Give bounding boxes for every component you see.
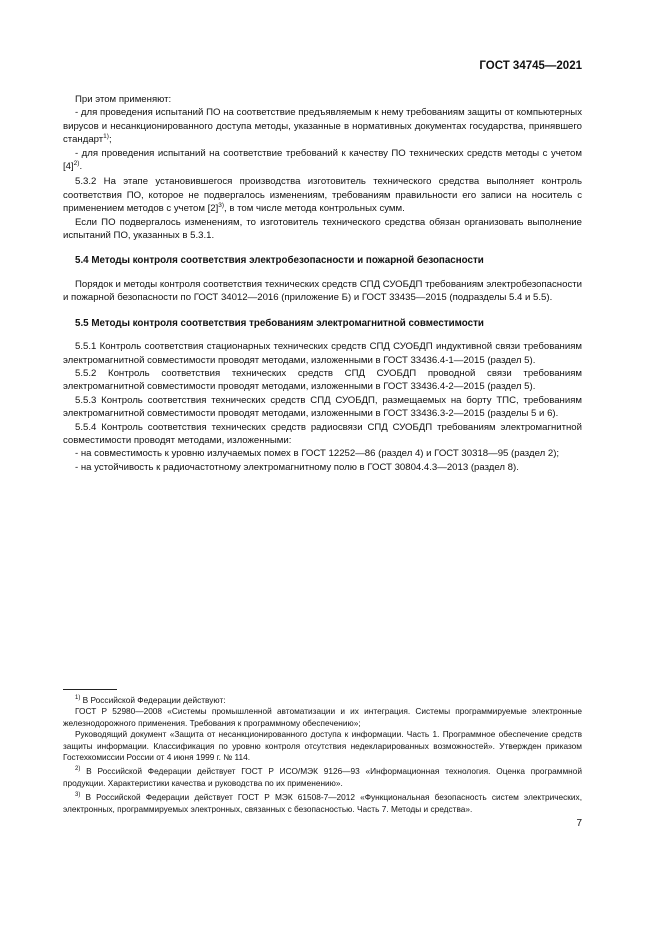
footnote-1: $^{1)}$ В Российской Федерации действуют: — [75, 695, 226, 705]
footnote-2: $^{2)}$ В Российской Федерации действует ГОСТ Р ИСО/МЭК 9126—93 «Информационная технология. Оценка программной продукции. Характеристики качества и руководства по их применению». — [63, 766, 582, 788]
footnote-mark: 3) — [75, 792, 81, 799]
paragraph: 5.3.2 На этапе установившегося производства изготовитель технического средства выполняет контроль соответствия ПО, которое не подвергалось изменениям, требованиям правильности его записи на носитель с применением методов с учетом $[2]^{3)}$, в том числе метода контрольных сумм. — [63, 176, 582, 215]
paragraph: 5.5.3 Контроль соответствия технических средств СПД СУОБДП, размещаемых на борту ТПС, требованиям электромагнитной совместимости проводят методами, изложенными в ГОСТ 33436.3-2—2015 (разделы 5 и 6). — [63, 394, 582, 420]
footnote-mark: 2) — [75, 766, 81, 773]
footnote-ref[interactable]: 1) — [103, 133, 109, 141]
main-text — [63, 93, 582, 474]
section-heading-5-5: 5.5 Методы контроля соответствия требованиям электромагнитной совместимости — [75, 317, 484, 329]
paragraph: - для проведения испытаний на соответствие требований к качеству ПО технических средств методы с учетом $[4]^{2)}$. — [63, 147, 582, 173]
footnote-1-item: Руководящий документ «Защита от несанкционированного доступа к информации. Часть 1. Программное обеспечение средств защиты информации. Классификация по уровню контроля отсутствия недекларированных возможностей». Утвержден приказом Гостехкомиссии России от 4 июня 1999 г. № 114. — [63, 729, 582, 763]
paragraph: - на устойчивость к радиочастотному электромагнитному полю в ГОСТ 30804.4.3—2013 (раздел 8). — [75, 461, 519, 473]
paragraph: 5.5.1 Контроль соответствия стационарных технических средств СПД СУОБДП индуктивной связи требованиям электромагнитной совместимости проводят методами, изложенными в ГОСТ 33436.4-1—2015 (раздел 5). — [63, 341, 582, 366]
footnotes — [63, 695, 582, 815]
document-header: ГОСТ 34745—2021 — [479, 60, 582, 72]
footnote-ref[interactable]: 2) — [73, 160, 80, 168]
page-number: 7 — [576, 818, 582, 829]
paragraph: 5.5.4 Контроль соответствия технических средств радиосвязи СПД СУОБДП требованиям электромагнитной совместимости проводят методами, изложенными: — [63, 421, 582, 446]
paragraph: При этом применяют: — [75, 94, 172, 105]
footnote-mark: 1) — [75, 695, 81, 701]
paragraph: Если ПО подвергалось изменениям, то изготовитель технического средства обязан организовать выполнение испытаний ПО, указанных в 5.3.1. — [63, 216, 582, 242]
footnote-3: $^{3)}$ В Российской Федерации действует ГОСТ Р МЭК 61508-7—2012 «Функциональная безопасность систем электрических, электронных, программируемых электронных, связанных с безопасностью. Часть 7. Методы и средства». — [63, 792, 583, 814]
footnote-1-item: ГОСТ Р 52980—2008 «Системы промышленной автоматизации и их интеграция. Системы программируемые электронные железнодорожного применения. Требования к программному обеспечению»; — [63, 706, 582, 728]
footnote-divider — [63, 689, 117, 690]
paragraph: 5.5.2 Контроль соответствия технических средств СПД СУОБДП проводной связи требованиям электромагнитной совместимости проводят методами, изложенными в ГОСТ 33436.4-2—2015 (раздел 5). — [63, 367, 582, 393]
section-heading-5-4: 5.4 Методы контроля соответствия электробезопасности и пожарной безопасности — [75, 255, 484, 267]
paragraph: Порядок и методы контроля соответствия технических средств СПД СУОБДП требованиям электробезопасности и пожарной безопасности по ГОСТ 34012—2016 (приложение Б) и ГОСТ 33435—2015 (подразделы 5.4 и 5.5). — [63, 278, 582, 304]
paragraph: - для проведения испытаний ПО на соответствие предъявляемым к нему требованиям защиты от компьютерных вирусов и несанкционированного доступа методы, указанные в нормативных документах государства, принявшего стандарт$^{1)}$; — [63, 107, 582, 146]
footnote-ref[interactable]: 3) — [218, 202, 225, 210]
paragraph: - на совместимость к уровню излучаемых помех в ГОСТ 12252—86 (раздел 4) и ГОСТ 30318—95 (раздел 2); — [75, 448, 560, 460]
